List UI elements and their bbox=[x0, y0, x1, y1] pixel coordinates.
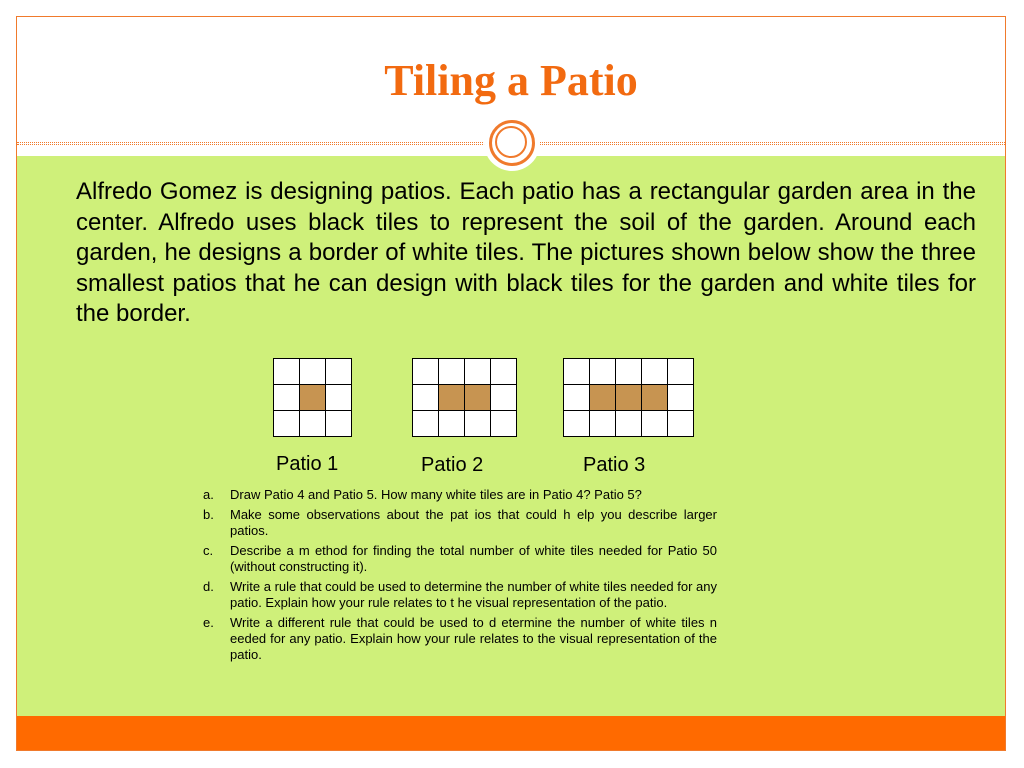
border-tile bbox=[465, 359, 491, 385]
border-tile bbox=[668, 385, 694, 411]
garden-tile bbox=[616, 385, 642, 411]
question-item bbox=[203, 507, 717, 539]
patio-1-label: Patio 1 bbox=[276, 453, 339, 475]
border-tile bbox=[590, 411, 616, 437]
question-marker: d. bbox=[203, 579, 214, 594]
question-text: Write a different rule that could be used to d etermine the number of white tiles n eeded for any patio. Explain how your rule relates to the visual representation of the patio. bbox=[230, 615, 717, 662]
border-tile bbox=[564, 359, 590, 385]
border-tile bbox=[439, 359, 465, 385]
border-tile bbox=[642, 411, 668, 437]
question-marker: b. bbox=[203, 507, 214, 522]
border-tile bbox=[300, 359, 326, 385]
border-tile bbox=[590, 359, 616, 385]
question-list bbox=[203, 487, 717, 667]
border-tile bbox=[326, 385, 352, 411]
garden-tile bbox=[300, 385, 326, 411]
border-tile bbox=[491, 385, 517, 411]
garden-tile bbox=[439, 385, 465, 411]
garden-tile bbox=[590, 385, 616, 411]
intro-paragraph: Alfredo Gomez is designing patios. Each patio has a rectangular garden area in the center. Alfredo uses black tiles to represent the soil of the garden. Around each garden, he designs a border of white tiles. The pictures shown below show the three smallest patios that he can design with black tiles for the garden and white tiles for the border. bbox=[76, 178, 976, 327]
border-tile bbox=[274, 411, 300, 437]
border-tile bbox=[413, 411, 439, 437]
question-item bbox=[203, 615, 717, 663]
border-tile bbox=[491, 359, 517, 385]
border-tile bbox=[439, 411, 465, 437]
slide bbox=[16, 16, 1006, 751]
border-tile bbox=[413, 359, 439, 385]
ring-ornament-icon bbox=[484, 115, 540, 171]
border-tile bbox=[326, 411, 352, 437]
border-tile bbox=[564, 411, 590, 437]
border-tile bbox=[465, 411, 491, 437]
footer-bar bbox=[17, 716, 1005, 751]
patio-2-label: Patio 2 bbox=[421, 454, 484, 476]
patio-1-grid bbox=[273, 358, 352, 437]
border-tile bbox=[564, 385, 590, 411]
border-tile bbox=[300, 411, 326, 437]
question-item bbox=[203, 579, 717, 611]
garden-tile bbox=[642, 385, 668, 411]
patio-3-grid bbox=[563, 358, 694, 437]
question-text: Describe a m ethod for finding the total number of white tiles needed for Patio 50 (without constructing it). bbox=[230, 543, 717, 574]
border-tile bbox=[491, 411, 517, 437]
question-marker: c. bbox=[203, 543, 214, 558]
border-tile bbox=[274, 359, 300, 385]
border-tile bbox=[642, 359, 668, 385]
question-item bbox=[203, 487, 717, 503]
patio-2-grid bbox=[412, 358, 517, 437]
slide-title: Tiling a Patio bbox=[384, 56, 638, 105]
question-text: Draw Patio 4 and Patio 5. How many white tiles are in Patio 4? Patio 5? bbox=[230, 487, 642, 502]
garden-tile bbox=[465, 385, 491, 411]
question-marker: a. bbox=[203, 487, 214, 502]
border-tile bbox=[413, 385, 439, 411]
question-item bbox=[203, 543, 717, 575]
question-text: Write a rule that could be used to determine the number of white tiles needed for any patio. Explain how your rule relates to t he visual representation of the patio. bbox=[230, 579, 717, 610]
border-tile bbox=[274, 385, 300, 411]
question-marker: e. bbox=[203, 615, 214, 630]
border-tile bbox=[616, 411, 642, 437]
patio-3-label: Patio 3 bbox=[583, 454, 646, 476]
border-tile bbox=[326, 359, 352, 385]
border-tile bbox=[668, 359, 694, 385]
border-tile bbox=[668, 411, 694, 437]
border-tile bbox=[616, 359, 642, 385]
question-text: Make some observations about the pat ios that could h elp you describe larger patios. bbox=[230, 507, 717, 538]
